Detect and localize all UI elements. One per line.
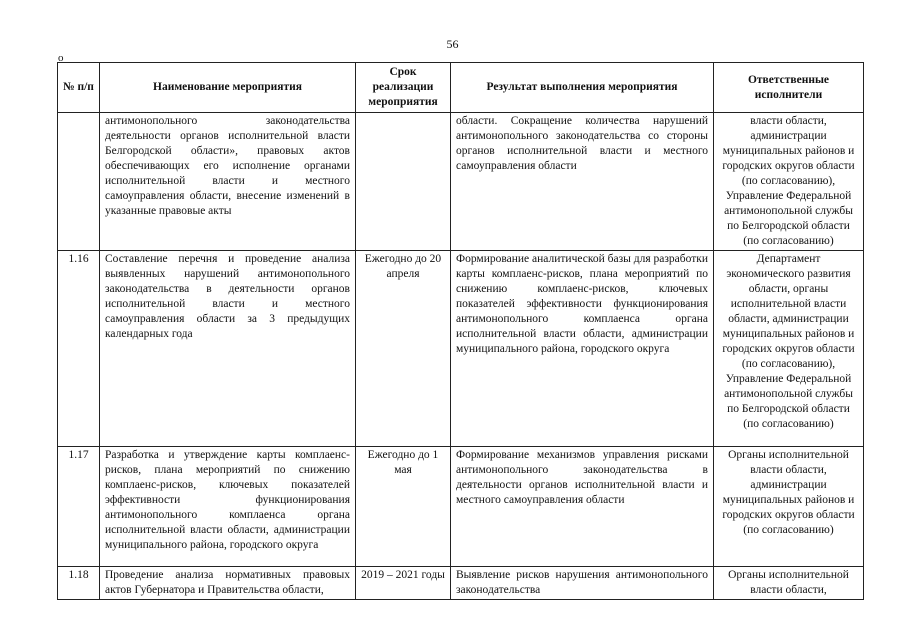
row-term — [356, 113, 451, 251]
row-term: Ежегодно до 20 апреля — [356, 251, 451, 447]
row-num: 1.18 — [58, 567, 100, 600]
table-row — [58, 447, 864, 567]
row-responsible: Органы исполнительной власти области, администрации муниципальных районов и городских округов области (по согласованию) — [714, 447, 864, 567]
row-result: Выявление рисков нарушения антимонопольного законодательства — [451, 567, 714, 600]
row-num: 1.17 — [58, 447, 100, 567]
row-result: области. Сокращение количества нарушений антимонопольного законодательства со стороны органов исполнительной власти и местного самоуправления области — [451, 113, 714, 251]
row-name: Проведение анализа нормативных правовых актов Губернатора и Правительства области, — [100, 567, 356, 600]
row-num: 1.16 — [58, 251, 100, 447]
table-row — [58, 113, 864, 251]
measures-table — [57, 62, 864, 600]
page-number: 56 — [446, 37, 459, 51]
row-name: антимонопольного законодательства деятельности органов исполнительной власти Белгородской области», правовых актов обеспечивающих его исполнение органами исполнительной власти и местного самоуправления области, внесение изменений в указанные правовые акты — [100, 113, 356, 251]
header-result: Результат выполнения мероприятия — [451, 63, 714, 113]
row-name: Разработка и утверждение карты комплаенс-рисков, плана мероприятий по снижению комплаенс-рисков, ключевых показателей эффективности функционирования антимонопольного комплаенса органа исполнительной власти области, администрации муниципального района, городского округа — [100, 447, 356, 567]
row-name: Составление перечня и проведение анализа выявленных нарушений антимонопольного законодательства в деятельности органов исполнительной власти и местного самоуправления области за 3 предыдущих календарных года — [100, 251, 356, 447]
table-row — [58, 251, 864, 447]
row-term: Ежегодно до 1 мая — [356, 447, 451, 567]
row-num — [58, 113, 100, 251]
corner-mark: о — [58, 52, 64, 64]
row-responsible: Органы исполнительной власти области, — [714, 567, 864, 600]
header-term: Срок реализации мероприятия — [356, 63, 451, 113]
row-term: 2019 – 2021 годы — [356, 567, 451, 600]
row-result: Формирование механизмов управления рисками антимонопольного законодательства в деятельности органов исполнительной власти и местного самоуправления области — [451, 447, 714, 567]
header-num: № п/п — [58, 63, 100, 113]
row-result: Формирование аналитической базы для разработки карты комплаенс-рисков, плана мероприятий по снижению комплаенс-рисков, ключевых показателей эффективности функционирования антимонопольного комплаенса органа исполнительной власти области, администрации муниципального района, городского округа — [451, 251, 714, 447]
table-header-row — [58, 63, 864, 113]
header-responsible: Ответственные исполнители — [714, 63, 864, 113]
table-row — [58, 567, 864, 600]
row-responsible: власти области, администрации муниципальных районов и городских округов области (по согласованию), Управление Федеральной антимонопольной службы по Белгородской области (по согласованию) — [714, 113, 864, 251]
row-responsible: Департамент экономического развития области, органы исполнительной власти области, администрации муниципальных районов и городских округов области (по согласованию), Управление Федеральной антимонопольной службы по Белгородской области (по согласованию) — [714, 251, 864, 447]
header-name: Наименование мероприятия — [100, 63, 356, 113]
